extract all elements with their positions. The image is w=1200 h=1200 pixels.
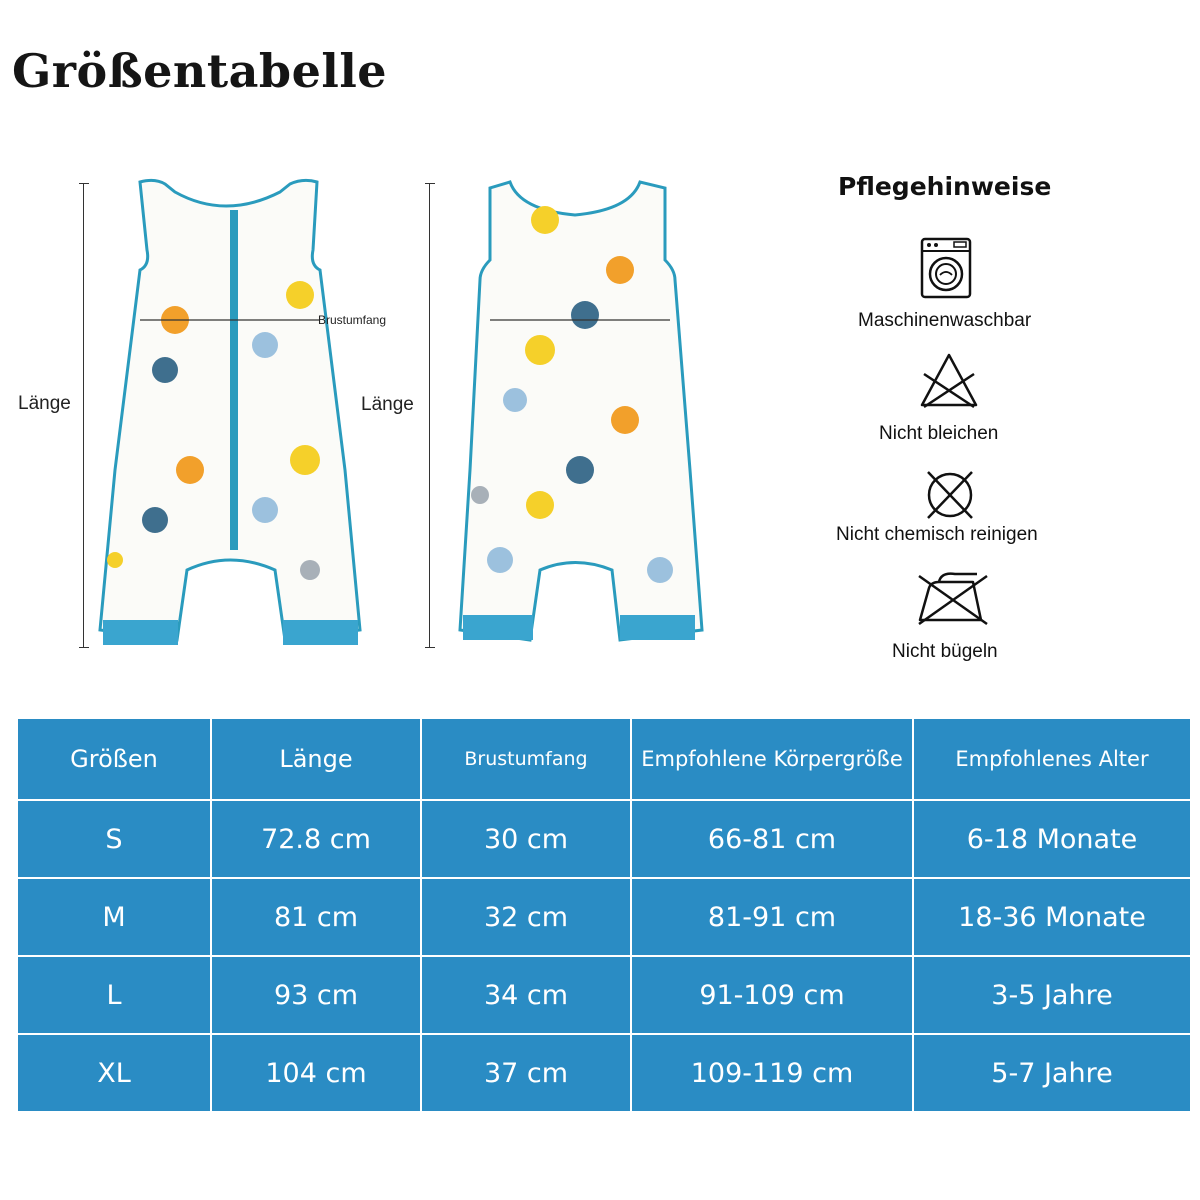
no-bleach-icon <box>919 352 979 410</box>
care-label-no-bleach: Nicht bleichen <box>879 423 999 444</box>
length-measure-line-back <box>425 183 435 648</box>
no-iron-icon <box>915 568 991 628</box>
table-row <box>17 800 1191 878</box>
cell-age: 18-36 Monate <box>913 878 1191 956</box>
no-dry-clean-icon <box>920 467 980 523</box>
sleep-sack-back-image <box>440 170 710 660</box>
care-title: Pflegehinweise <box>838 172 1052 201</box>
page-title: Größentabelle <box>12 44 388 98</box>
length-measure-line-front <box>79 183 89 648</box>
cell-chest: 32 cm <box>421 878 631 956</box>
header-length: Länge <box>211 718 421 800</box>
length-label-front: Länge <box>18 393 71 414</box>
cell-chest: 34 cm <box>421 956 631 1034</box>
header-recommended-height: Empfohlene Körpergröße <box>631 718 913 800</box>
header-sizes: Größen <box>17 718 211 800</box>
cell-size: XL <box>17 1034 211 1112</box>
size-table <box>16 717 1192 1113</box>
cell-height: 91-109 cm <box>631 956 913 1034</box>
cell-chest: 30 cm <box>421 800 631 878</box>
chest-measure-label: Brustumfang <box>318 313 387 327</box>
care-label-no-dry-clean: Nicht chemisch reinigen <box>836 524 1038 545</box>
length-label-back: Länge <box>361 394 414 415</box>
cell-age: 3-5 Jahre <box>913 956 1191 1034</box>
care-label-no-iron: Nicht bügeln <box>892 641 998 662</box>
cell-height: 66-81 cm <box>631 800 913 878</box>
cell-age: 6-18 Monate <box>913 800 1191 878</box>
cell-size: L <box>17 956 211 1034</box>
cell-age: 5-7 Jahre <box>913 1034 1191 1112</box>
cell-length: 104 cm <box>211 1034 421 1112</box>
cell-length: 81 cm <box>211 878 421 956</box>
cell-height: 81-91 cm <box>631 878 913 956</box>
header-chest: Brustumfang <box>421 718 631 800</box>
table-header-row <box>17 718 1191 800</box>
table-row <box>17 1034 1191 1112</box>
cell-size: S <box>17 800 211 878</box>
cell-size: M <box>17 878 211 956</box>
cell-length: 93 cm <box>211 956 421 1034</box>
care-label-washable: Maschinenwaschbar <box>858 310 1032 331</box>
cell-height: 109-119 cm <box>631 1034 913 1112</box>
sleep-sack-front-image <box>95 170 365 660</box>
cell-chest: 37 cm <box>421 1034 631 1112</box>
table-row <box>17 956 1191 1034</box>
table-row <box>17 878 1191 956</box>
header-recommended-age: Empfohlenes Alter <box>913 718 1191 800</box>
washing-machine-icon <box>920 237 972 299</box>
cell-length: 72.8 cm <box>211 800 421 878</box>
